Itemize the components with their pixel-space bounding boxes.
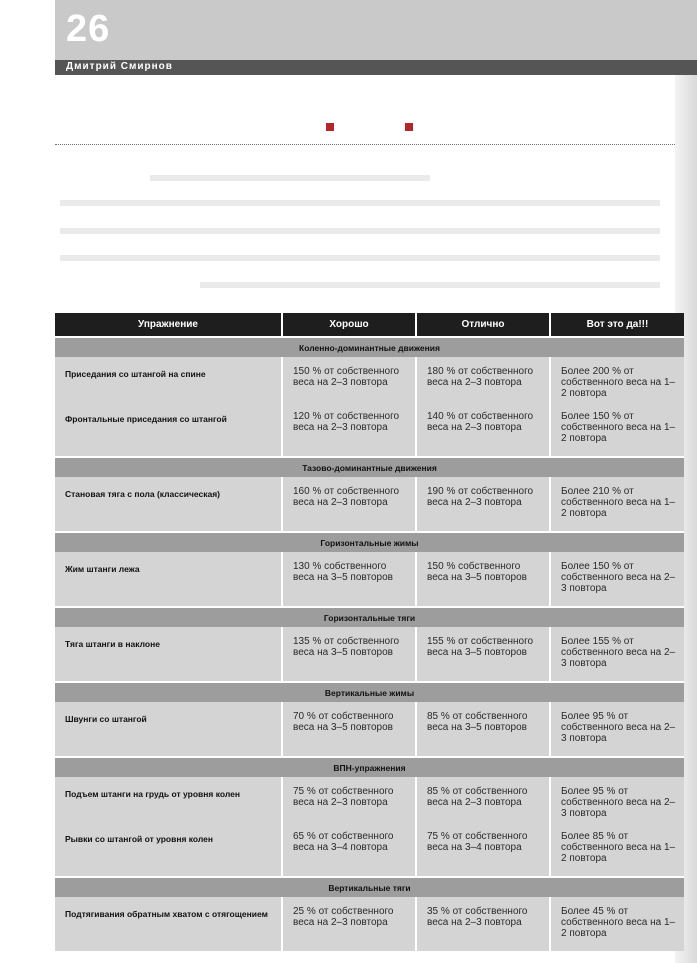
- strength-standards-table: [55, 313, 684, 951]
- wow-value: Более 155 % от собственного веса на 2–3 повтора: [550, 627, 684, 682]
- bleed-through-text: [60, 200, 660, 206]
- table-row: [55, 357, 684, 402]
- good-value: 160 % от собственного веса на 2–3 повтора: [282, 477, 416, 532]
- wow-value: Более 150 % от собственного веса на 1–2 повтора: [550, 402, 684, 457]
- red-square-marker-right: [405, 123, 413, 131]
- section-title: Горизонтальные тяги: [55, 607, 684, 627]
- section-row: [55, 877, 684, 897]
- table-row: [55, 627, 684, 682]
- excellent-value: 85 % от собственного веса на 3–5 повторов: [416, 702, 550, 757]
- section-row: [55, 457, 684, 477]
- excellent-value: 180 % от собственного веса на 2–3 повтора: [416, 357, 550, 402]
- page-number: 26: [66, 8, 111, 50]
- excellent-value: 150 % собственного веса на 3–5 повторов: [416, 552, 550, 607]
- good-value: 70 % от собственного веса на 3–5 повторов: [282, 702, 416, 757]
- wow-value: Более 95 % от собственного веса на 2–3 повтора: [550, 702, 684, 757]
- wow-value: Более 200 % от собственного веса на 1–2 повтора: [550, 357, 684, 402]
- good-value: 120 % от собственного веса на 2–3 повтора: [282, 402, 416, 457]
- exercise-name: Жим штанги лежа: [65, 564, 140, 574]
- good-value: 75 % от собственного веса на 2–3 повтора: [282, 777, 416, 822]
- table-row: [55, 897, 684, 951]
- good-value: 130 % собственного веса на 3–5 повторов: [282, 552, 416, 607]
- wow-value: Более 95 % от собственного веса на 2–3 повтора: [550, 777, 684, 822]
- wow-value: Более 150 % от собственного веса на 2–3 повтора: [550, 552, 684, 607]
- exercise-name: Приседания со штангой на спине: [65, 369, 206, 379]
- section-title: ВПН-упражнения: [55, 757, 684, 777]
- wow-value: Более 210 % от собственного веса на 1–2 повтора: [550, 477, 684, 532]
- section-title: Вертикальные тяги: [55, 877, 684, 897]
- author-name: Дмитрий Смирнов: [66, 61, 173, 72]
- excellent-value: 85 % от собственного веса на 2–3 повтора: [416, 777, 550, 822]
- wow-value: Более 85 % от собственного веса на 1–2 повтора: [550, 822, 684, 877]
- excellent-value: 75 % от собственного веса на 3–4 повтора: [416, 822, 550, 877]
- bleed-through-text: [60, 255, 660, 261]
- exercise-name: Тяга штанги в наклоне: [65, 639, 160, 649]
- section-row: [55, 757, 684, 777]
- bleed-through-text: [150, 175, 430, 181]
- dotted-divider: [55, 144, 675, 145]
- column-header-exercise: Упражнение: [55, 313, 282, 337]
- wow-value: Более 45 % от собственного веса на 1–2 повтора: [550, 897, 684, 951]
- table-row: [55, 702, 684, 757]
- section-row: [55, 682, 684, 702]
- good-value: 65 % от собственного веса на 3–4 повтора: [282, 822, 416, 877]
- excellent-value: 140 % от собственного веса на 2–3 повтора: [416, 402, 550, 457]
- column-header-wow: Вот это да!!!: [550, 313, 684, 337]
- section-row: [55, 607, 684, 627]
- good-value: 150 % от собственного веса на 2–3 повтора: [282, 357, 416, 402]
- good-value: 135 % от собственного веса на 3–5 повторов: [282, 627, 416, 682]
- table-row: [55, 552, 684, 607]
- section-title: Горизонтальные жимы: [55, 532, 684, 552]
- exercise-name: Становая тяга с пола (классическая): [65, 489, 221, 499]
- bleed-through-text: [60, 228, 660, 234]
- table-header-row: [55, 313, 684, 337]
- excellent-value: 35 % от собственного веса на 2–3 повтора: [416, 897, 550, 951]
- section-row: [55, 337, 684, 357]
- table-row: [55, 477, 684, 532]
- red-square-marker-left: [326, 123, 334, 131]
- exercise-name: Подтягивания обратным хватом с отягощением: [65, 909, 268, 919]
- page-number-block: [55, 0, 697, 60]
- table-row: [55, 822, 684, 877]
- section-title: Коленно-доминантные движения: [55, 337, 684, 357]
- section-row: [55, 532, 684, 552]
- table-row: [55, 777, 684, 822]
- column-header-excellent: Отлично: [416, 313, 550, 337]
- exercise-name: Швунги со штангой: [65, 714, 147, 724]
- section-title: Вертикальные жимы: [55, 682, 684, 702]
- excellent-value: 190 % от собственного веса на 2–3 повтора: [416, 477, 550, 532]
- excellent-value: 155 % от собственного веса на 3–5 повторов: [416, 627, 550, 682]
- good-value: 25 % от собственного веса на 2–3 повтора: [282, 897, 416, 951]
- exercise-name: Фронтальные приседания со штангой: [65, 414, 227, 424]
- bleed-through-text: [200, 282, 660, 288]
- exercise-name: Подъем штанги на грудь от уровня колен: [65, 789, 240, 799]
- table-row: [55, 402, 684, 457]
- column-header-good: Хорошо: [282, 313, 416, 337]
- exercise-name: Рывки со штангой от уровня колен: [65, 834, 214, 844]
- section-title: Тазово-доминантные движения: [55, 457, 684, 477]
